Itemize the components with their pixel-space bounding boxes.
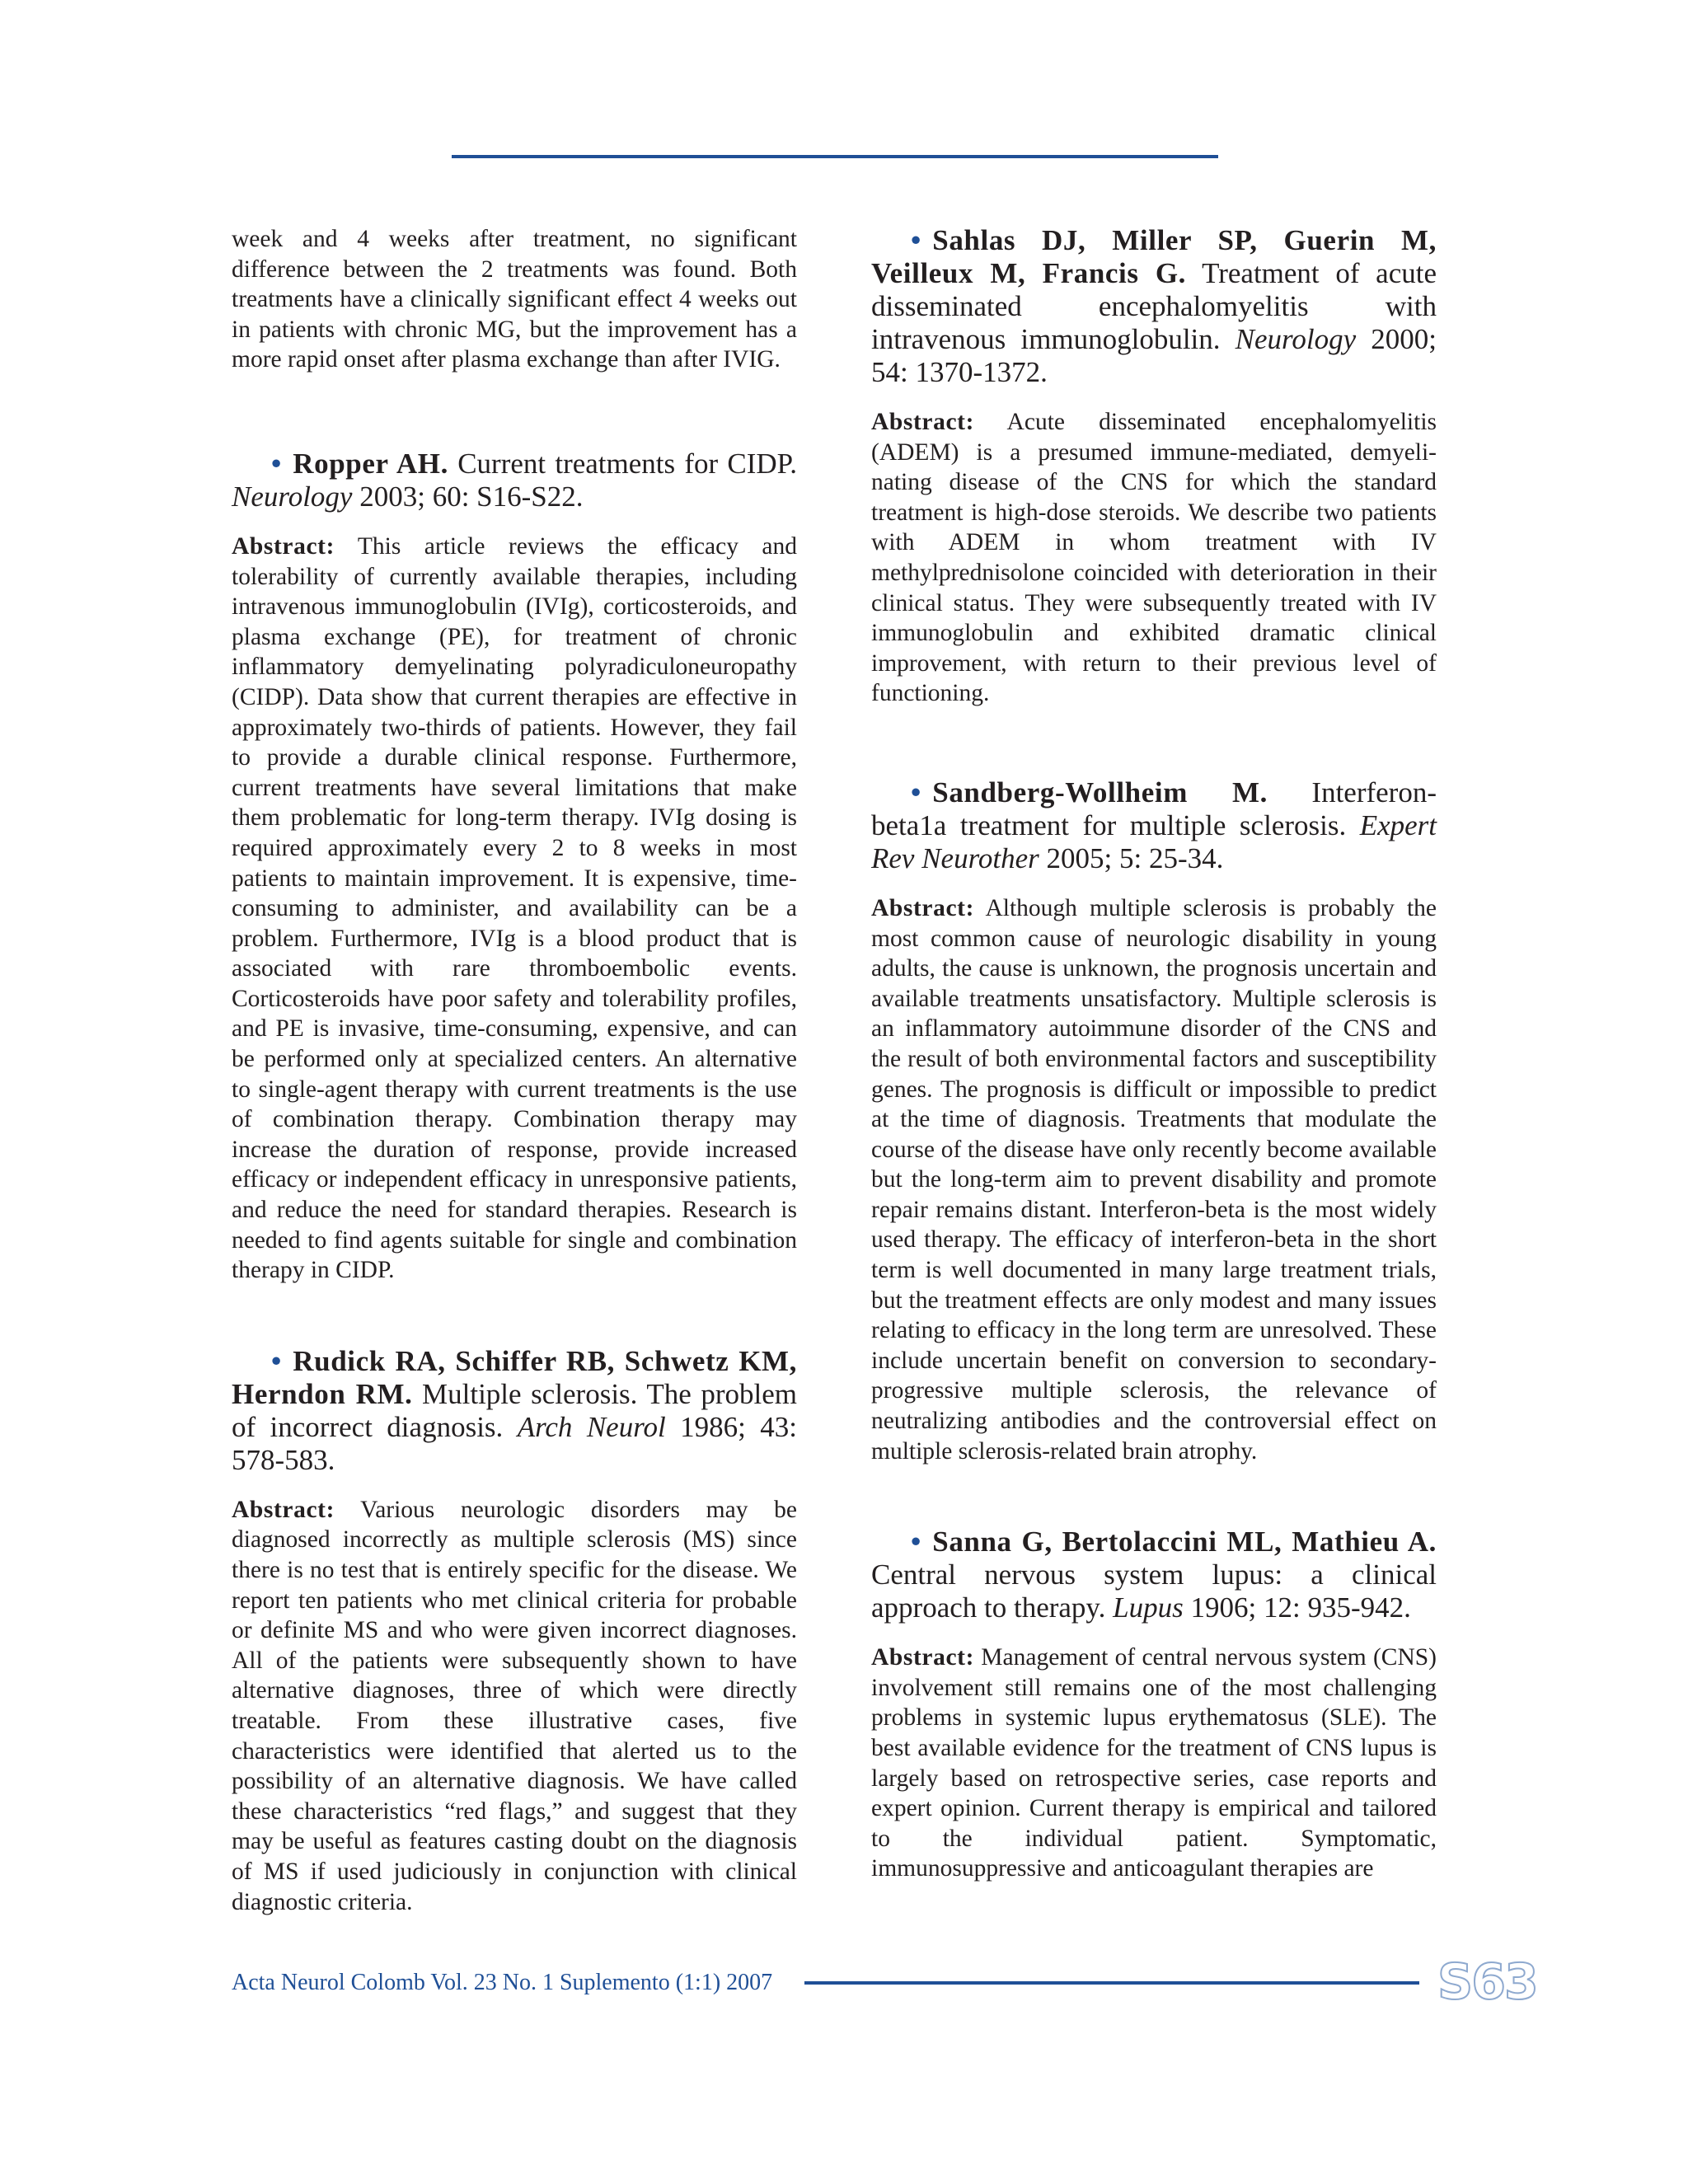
reference-authors: Ropper AH. <box>293 447 448 480</box>
reference-citation <box>232 448 797 513</box>
reference-entry <box>232 1345 797 1917</box>
footer-journal-line: Acta Neurol Colomb Vol. 23 No. 1 Suplemento (1:1) 2007 <box>232 1970 773 1995</box>
reference-details: 1906; 12: 935-942. <box>1183 1591 1411 1624</box>
reference-citation <box>232 1345 797 1477</box>
abstract-label: Abstract: <box>871 894 974 921</box>
reference-entry <box>871 776 1437 1466</box>
reference-authors: Sandberg-Wollheim M. <box>932 776 1268 808</box>
reference-authors: Rudick RA, Schiffer RB, Schwetz KM, Herndon RM. <box>232 1344 797 1410</box>
abstract-label: Abstract: <box>871 1644 974 1671</box>
reference-title: Interferon-beta1a treatment for multiple sclerosis. <box>871 776 1437 841</box>
abstract-label: Abstract: <box>232 1496 335 1523</box>
abstract-text: Acute disseminated encephalomyelitis (ADEM) is a presumed immune-mediated, demyeli-nating disease of the CNS for which the standard treatment is high-dose steroids. We describe two patients with ADEM in whom treatment with IV methylprednisolone coincided with deterioration in their clinical status. They were subsequently treated with IV immunoglobulin and exhibited dramatic clinical improvement, with return to their previous level of functioning. <box>871 409 1437 707</box>
reference-abstract <box>871 1643 1437 1884</box>
reference-authors: Sanna G, Bertolaccini ML, Mathieu A. <box>932 1526 1437 1558</box>
reference-abstract <box>871 407 1437 709</box>
reference-details: 1986; 43: 578-583. <box>232 1410 797 1476</box>
reference-title: Treatment of acute disseminated encephalomyelitis with intravenous immunoglobulin. <box>871 257 1437 355</box>
reference-title: Current treatments for CIDP. <box>448 447 797 480</box>
reference-abstract <box>232 532 797 1286</box>
header-rule <box>452 155 1218 158</box>
footer-rule <box>804 1981 1419 1985</box>
abstract-label: Abstract: <box>871 409 974 435</box>
reference-entry <box>871 1526 1437 1884</box>
abstract-text: Although multiple sclerosis is probably the most common cause of neurologic disability in young adults, the cause is unknown, the prognosis uncertain and available treatments unsatisfactory. Multiple sclerosis is an inflammatory autoimmune disorder of the CNS and the result of both environmental factors and susceptibility genes. The prognosis is difficult or impossible to predict at the time of diagnosis. Treatments that modulate the course of the disease have only recently become available but the long-term aim to prevent disability and promote repair remains distant. Interferon-beta is the most widely used therapy. The efficacy of interferon-beta in the short term is well documented in many large treatment trials, but the treatment effects are only modest and many issues relating to efficacy in the long term are unresolved. These include uncertain benefit on conversion to secondary-progressive multiple sclerosis, the relevance of neutralizing antibodies and the controversial effect on multiple sclerosis-related brain atrophy. <box>871 894 1437 1465</box>
reference-abstract <box>232 1495 797 1917</box>
reference-title: Multiple sclerosis. The problem of incorrect diagnosis. <box>232 1377 797 1443</box>
reference-journal: Lupus <box>1113 1591 1184 1624</box>
abstract-text: Management of central nervous system (CNS) involvement still remains one of the most challenging problems in systemic lupus erythematosus (SLE). The best available evidence for the treatment of CNS lupus is largely based on retrospective series, case reports and expert opinion. Current therapy is empirical and tailored to the individual patient. Symptomatic, immunosuppressive and anticoagulant therapies are <box>871 1644 1437 1882</box>
reference-title: Central nervous system lupus: a clinical approach to therapy. <box>871 1558 1437 1624</box>
abstract-label: Abstract: <box>232 532 335 560</box>
bullet-icon: • <box>911 776 921 808</box>
reference-entry <box>232 448 797 1286</box>
left-column <box>232 224 797 1917</box>
abstract-text: This article reviews the efficacy and tolerability of currently available therapies, including intravenous immunoglobulin (IVIg), corticosteroids, and plasma exchange (PE), for treatment of chronic inflammatory demyelinating polyradiculoneuropathy (CIDP). Data show that current therapies are effective in approximately two-thirds of patients. However, they fail to provide a durable clinical response. Furthermore, current treatments have several limitations that make them problematic for long-term therapy. IVIg dosing is required approximately every 2 to 8 weeks in most patients to maintain improvement. It is expensive, time-consuming to administer, and availability can be a problem. Furthermore, IVIg is a blood product that is associated with rare thromboembolic events. Corticosteroids have poor safety and tolerability profiles, and PE is invasive, time-consuming, expensive, and can be performed only at specialized centers. An alternative to single-agent therapy with current treatments is the use of combination therapy. Combination therapy may increase the duration of response, provide increased efficacy or independent efficacy in unresponsive patients, and reduce the need for standard therapies. Research is needed to find agents suitable for single and combination therapy in CIDP. <box>232 532 797 1284</box>
reference-journal: Neurology <box>232 480 353 513</box>
bullet-icon: • <box>271 1344 282 1377</box>
bullet-icon: • <box>271 447 282 480</box>
bullet-icon: • <box>911 224 921 256</box>
reference-details: 2003; 60: S16-S22. <box>352 480 584 513</box>
reference-details: 2000; 54: 1370-1372. <box>871 323 1437 388</box>
right-column <box>871 224 1437 1884</box>
continuation-paragraph: week and 4 weeks after treatment, no significant difference between the 2 treatments was found. Both treatments have a clinically significant effect 4 weeks out in patients with chronic MG, but the improvement has a more rapid onset after plasma exchange than after IVIG. <box>232 226 797 373</box>
reference-entry <box>871 224 1437 709</box>
reference-citation <box>871 224 1437 389</box>
reference-details: 2005; 5: 25-34. <box>1039 841 1224 874</box>
reference-journal: Arch Neurol <box>517 1410 666 1443</box>
reference-citation <box>871 776 1437 875</box>
reference-journal: Expert Rev Neurother <box>871 808 1437 874</box>
reference-citation <box>871 1526 1437 1624</box>
page-number: S63 <box>1437 1953 1537 2011</box>
reference-authors: Sahlas DJ, Miller SP, Guerin M, Veilleux M, Francis G. <box>871 224 1437 289</box>
abstract-text: Various neurologic disorders may be diagnosed incorrectly as multiple sclerosis (MS) since there is no test that is entirely specific for the disease. We report ten patients who met clinical criteria for probable or definite MS and who were given incorrect diagnoses. All of the patients were subsequently shown to have alternative diagnoses, three of which were directly treatable. From these illustrative cases, five characteristics were identified that alerted us to the possibility of an alternative diagnosis. We have called these characteristics “red flags,” and suggest that they may be useful as features casting doubt on the diagnosis of MS if used judiciously in conjunction with clinical diagnostic criteria. <box>232 1496 797 1915</box>
reference-abstract <box>871 893 1437 1466</box>
reference-journal: Neurology <box>1235 323 1357 355</box>
bullet-icon: • <box>911 1526 921 1558</box>
